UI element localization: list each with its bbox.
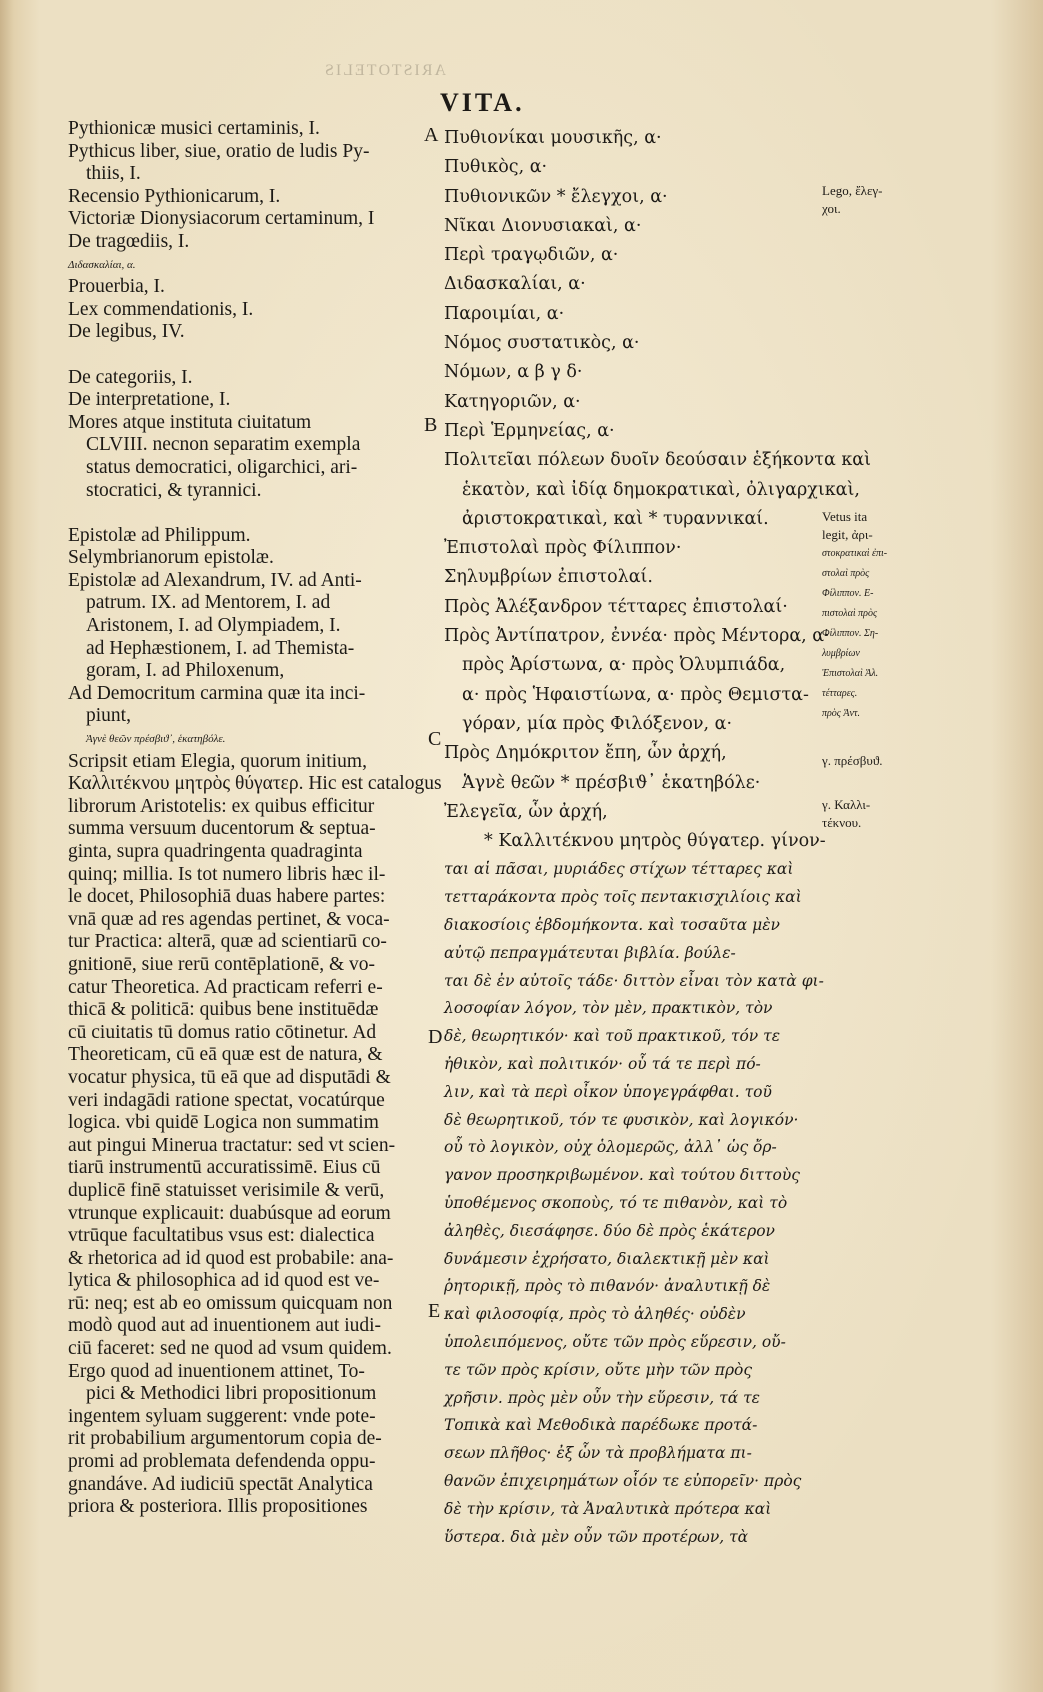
latin-text-line: Lex commendationis, I. [68, 298, 254, 320]
latin-text-line: Ergo quod ad inuentionem attinet, To- [68, 1360, 365, 1382]
margin-note-line: legit, ἀρι- [822, 527, 873, 542]
latin-text-line: ad Hephæstionem, I. ad Themista- [86, 637, 355, 659]
latin-text-line: Καλλιτέκνου μητρὸς θύγατερ. Hic est catalogus [68, 773, 442, 795]
greek-text-line: Κατηγοριῶν, α· [444, 391, 581, 412]
greek-text-line: γανον προσηκριβωμένον. καὶ τούτου διττοὺς [444, 1166, 800, 1185]
latin-text-line: Prouerbia, I. [68, 276, 165, 298]
latin-text-line: ingentem syluam suggerent: vnde pote- [68, 1405, 376, 1427]
latin-text-line: Ad Democritum carmina quæ ita inci- [68, 682, 366, 704]
greek-text-line: οὗ τὸ λογικὸν, οὐχ ὁλομερῶς, ἀλλ᾽ ὡς ὄρ- [444, 1138, 777, 1157]
greek-text-line: ἀληθὲς, διεσάφησε. δύο δὲ πρὸς ἑκάτερον [444, 1221, 775, 1240]
latin-text-line: gnitionē, siue rerū contēplationē, & vo- [68, 953, 376, 975]
greek-text-line: λοσοφίαν λόγον, τὸν μὲν, πρακτικὸν, τὸν [444, 999, 773, 1018]
margin-note-line: τέτταρες. [822, 688, 858, 699]
latin-text-line: thicā & politicā: quibus bene instituēdæ [68, 999, 379, 1021]
greek-text-line: δὲ, θεωρητικόν· καὶ τοῦ πρακτικοῦ, τόν τε [444, 1027, 781, 1046]
latin-text-line: duplicē finē statuisset verisimile & verū, [68, 1179, 385, 1201]
margin-note-line: Ἐπιστολαὶ Ἀλ. [822, 668, 879, 679]
margin-note-line: Vetus ita [822, 509, 868, 524]
latin-text-line: priora & posteriora. Illis propositiones [68, 1496, 368, 1518]
section-marker-e: E [428, 1300, 441, 1322]
latin-text-line: Ἁγνὲ θεῶν πρέσβιϑ᾽, ἑκατηβόλε. [86, 733, 226, 746]
margin-note-line: στολαὶ πρὸς [822, 568, 870, 579]
latin-text-line: stocratici, & tyrannici. [86, 479, 262, 501]
greek-text-line: Σηλυμβρίων ἐπιστολαί. [444, 567, 653, 588]
greek-text-line: λιν, καὶ τὰ περὶ οἶκον ὑπογεγράφθαι. τοῦ [444, 1082, 772, 1101]
latin-text-line: De tragœdiis, I. [68, 230, 190, 252]
margin-note-line: λυμβρίων [822, 648, 860, 659]
margin-note-line: τέκνου. [822, 815, 862, 830]
greek-text-line: τετταράκοντα πρὸς τοῖς πεντακισχιλίοις καὶ [444, 888, 802, 907]
greek-text-line: ὑποθέμενος σκοποὺς, τό τε πιθανὸν, καὶ τὸ [444, 1193, 788, 1212]
greek-text-line: χρῆσιν. πρὸς μὲν οὖν τὴν εὕρεσιν, τά τε [444, 1388, 760, 1407]
greek-text-line: ὑπολειπόμενος, οὔτε τῶν πρὸς εὕρεσιν, οὔ- [444, 1332, 786, 1351]
latin-text-line: ciū faceret: sed ne quod ad vsum quidem. [68, 1338, 392, 1360]
greek-text-line: * Καλλιτέκνου μητρὸς θύγατερ. γίνον- [484, 831, 826, 852]
latin-text-line: aut pingui Minerua tractatur: sed vt scien- [68, 1134, 396, 1156]
latin-text-line: librorum Aristotelis: ex quibus efficitur [68, 795, 375, 817]
greek-text-line: αὐτῷ πεπραγμάτευται βιβλία. βούλε- [444, 943, 736, 962]
latin-text-line: Scripsit etiam Elegia, quorum initium, [68, 750, 367, 772]
greek-text-line: γόραν, μία πρὸς Φιλόξενον, α· [462, 713, 733, 734]
margin-note-line: πρὸς Ἀντ. [822, 708, 860, 719]
latin-text-line: Pythionicæ musici certaminis, I. [68, 118, 320, 139]
margin-note-line: πιστολαὶ πρὸς [822, 608, 878, 619]
greek-text-line: Πυθιονίκαι μουσικῆς, α· [444, 128, 662, 148]
latin-text-line: De categoriis, I. [68, 366, 193, 388]
greek-text-line: καὶ φιλοσοφίᾳ, πρὸς τὸ ἀληθές· οὐδὲν [444, 1305, 746, 1324]
latin-text-line: summa versuum ducentorum & septua- [68, 818, 376, 840]
margin-note-line: χοι. [822, 201, 841, 216]
latin-text-line: & rhetorica ad id quod est probabile: ana- [68, 1247, 394, 1269]
latin-text-line: De interpretatione, I. [68, 389, 231, 411]
greek-text-line: Πολιτεῖαι πόλεων δυοῖν δεούσαιν ἑξήκοντα καὶ [444, 450, 871, 471]
latin-text-line: De legibus, IV. [68, 321, 185, 343]
greek-text-line: δυνάμεσιν ἐχρήσατο, διαλεκτικῇ μὲν καὶ [444, 1249, 770, 1268]
greek-text-line: Πυθιονικῶν * ἔλεγχοι, α· [444, 186, 668, 207]
latin-text-line: tur Practica: alterā, quæ ad scientiarū co- [68, 931, 387, 953]
latin-text-line: lytica & philosophica ad id quod est ve- [68, 1270, 380, 1292]
section-marker-d: D [428, 1026, 443, 1048]
margin-note-line: στοκρατικαὶ ἐπι- [822, 548, 888, 559]
greek-text-line: δὲ τὴν κρίσιν, τὰ Ἀναλυτικὰ πρότερα καὶ [444, 1499, 772, 1518]
margin-note [822, 796, 922, 832]
latin-text-line: status democratici, oligarchici, ari- [86, 456, 358, 478]
latin-text-line: goram, I. ad Philoxenum, [86, 660, 285, 682]
greek-text-line: Τοπικὰ καὶ Μεθοδικὰ παρέδωκε προτά- [444, 1416, 758, 1435]
latin-text-line: pici & Methodici libri propositionum [86, 1383, 377, 1405]
latin-text-line: le docet, Philosophiā duas habere partes: [68, 886, 386, 908]
greek-text-line: Ἐλεγεῖα, ὧν ἀρχή, [444, 801, 608, 822]
greek-text-line: Παροιμίαι, α· [444, 303, 565, 324]
latin-text-line: Theoreticam, cū eā quæ est de natura, & [68, 1044, 383, 1066]
latin-column [68, 118, 442, 1519]
greek-text-line: Νόμων, α β γ δ· [444, 362, 583, 383]
latin-text-line: Victoriæ Dionysiacorum certaminum, I [68, 208, 375, 230]
bleed-through-text: ARISTOTELIS [322, 62, 446, 79]
latin-text-line: tiarū instrumentū accuratissimē. Eius cū [68, 1157, 381, 1179]
greek-text-line: Πρὸς Ἀλέξανδρον τέτταρες ἐπιστολαί· [444, 596, 788, 617]
greek-text-line: τε τῶν πρὸς κρίσιν, οὔτε μὴν τῶν πρὸς [444, 1360, 753, 1379]
greek-text-line: Περὶ Ἑρμηνείας, α· [444, 420, 615, 441]
greek-text-line: Νῖκαι Διονυσιακαὶ, α· [444, 215, 642, 236]
section-marker-a: A [424, 124, 439, 146]
greek-text-line: Περὶ τραγῳδιῶν, α· [444, 245, 619, 266]
latin-text-line: gnandáve. Ad iudiciū spectāt Analytica [68, 1473, 373, 1495]
latin-text-line: Mores atque instituta ciuitatum [68, 411, 312, 433]
greek-text-line: Ἐπιστολαὶ πρὸς Φίλιππον· [444, 538, 682, 559]
latin-text-line: quinq; millia. Is tot numero libris hæc il- [68, 863, 386, 885]
latin-text-line: rū: neq; est ab eo omissum quicquam non [68, 1292, 393, 1314]
latin-text-line: Epistolæ ad Philippum. [68, 524, 251, 546]
greek-text-line: α· πρὸς Ἡφαιστίωνα, α· πρὸς Θεμιστα- [462, 684, 809, 705]
latin-text-line: rit probabilium argumentorum copia de- [68, 1428, 382, 1450]
section-marker-c: C [428, 728, 442, 750]
greek-text-line: πρὸς Ἀρίστωνα, α· πρὸς Ὀλυμπιάδα, [462, 655, 786, 676]
latin-text-line: patrum. IX. ad Mentorem, I. ad [86, 592, 331, 614]
greek-text-line: ἀριστοκρατικαὶ, καὶ * τυραννικαί. [462, 508, 769, 529]
latin-text-line: Epistolæ ad Alexandrum, IV. ad Anti- [68, 569, 362, 591]
latin-text-line [68, 344, 420, 367]
latin-text-line: logica. vbi quidē Logica non summatim [68, 1112, 379, 1134]
latin-text-line: veri indagādi ratione spectat, vocatúrque [68, 1089, 385, 1111]
latin-text-line: Recensio Pythionicarum, I. [68, 185, 281, 207]
latin-text-line: vtrūque facultatibus vsus est: dialectica [68, 1225, 375, 1247]
greek-text-line: Πρὸς Δημόκριτον ἔπη, ὧν ἀρχή, [444, 743, 727, 764]
latin-text-line: Διδασκαλίαι, α. [68, 258, 136, 271]
latin-text-line: vocatur physica, tū eā que ad disputādi & [68, 1066, 391, 1088]
greek-text-line: σεων πλῆθος· ἐξ ὧν τὰ προβλήματα πι- [444, 1444, 752, 1463]
section-marker-b: B [424, 414, 438, 436]
greek-text-line: θανῶν ἐπιχειρημάτων οἷόν τε εὐπορεῖν· πρὸς [444, 1471, 802, 1490]
greek-text-line: διακοσίοις ἑβδομήκοντα. καὶ τοσαῦτα μὲν [444, 916, 780, 935]
margin-note-line: Φίλιππον. Ση- [822, 628, 879, 639]
latin-text-line: Selymbrianorum epistolæ. [68, 547, 274, 569]
margin-note-line: Lego, ἔλεγ- [822, 183, 883, 198]
margin-note-line: γ. Καλλι- [822, 797, 871, 812]
latin-text-line: piunt, [86, 705, 131, 727]
greek-text-line: ἑκατὸν, καὶ ἰδίᾳ δημοκρατικαὶ, ὀλιγαρχικαὶ, [462, 479, 860, 500]
latin-text-line: ginta, supra quadringenta quadraginta [68, 841, 363, 862]
latin-text-line: CLVIII. necnon separatim exempla [86, 434, 361, 456]
greek-text-line: Πρὸς Ἀντίπατρον, ἐννέα· πρὸς Μέντορα, α· [444, 626, 830, 647]
page-title: VITA. [440, 88, 525, 117]
greek-text-line: ἠθικὸν, καὶ πολιτικόν· οὗ τά τε περὶ πό- [444, 1055, 761, 1073]
greek-text-line: Νόμος συστατικὸς, α· [444, 333, 640, 354]
greek-text-line: ῥητορικῇ, πρὸς τὸ πιθανόν· ἀναλυτικῇ δὲ [444, 1277, 771, 1296]
greek-text-line: ται δὲ ἐν αὐτοῖς τάδε· διττὸν εἶναι τὸν κατὰ φι- [444, 971, 824, 990]
greek-text-line: ται αἱ πᾶσαι, μυριάδες στίχων τέτταρες καὶ [444, 860, 794, 879]
latin-text-line: Pythicus liber, siue, oratio de ludis Py- [68, 140, 370, 162]
greek-text-line: ὕστερα. διὰ μὲν οὖν τῶν προτέρων, τὰ [444, 1527, 749, 1546]
latin-text-line: vnā quæ ad res agendas pertinet, & voca- [68, 908, 390, 930]
latin-text-line: modò quod aut ad inuentionem aut iudi- [68, 1315, 382, 1337]
latin-text-line [68, 502, 420, 525]
greek-text-line: Διδασκαλίαι, α· [444, 274, 586, 295]
latin-text-line: vtrunque explicauit: duabúsque ad eorum [68, 1202, 391, 1224]
latin-text-line: Aristonem, I. ad Olympiadem, I. [86, 615, 341, 637]
greek-text-line: Πυθικὸς, α· [444, 157, 548, 178]
latin-text-line: catur Theoretica. Ad practicam referri e- [68, 976, 383, 998]
margin-note [822, 752, 922, 770]
margin-note [822, 182, 922, 218]
margin-note [822, 508, 922, 724]
latin-text-line: cū ciuitatis tū domus ratio cōtinetur. Ad [68, 1021, 377, 1043]
greek-text-line: δὲ θεωρητικοῦ, τόν τε φυσικὸν, καὶ λογικόν· [444, 1110, 799, 1129]
latin-text-line: thiis, I. [86, 163, 141, 185]
margin-note-line: Φίλιππον. Ε- [822, 588, 874, 599]
greek-text-line: Ἁγνὲ θεῶν * πρέσβιϑ᾽ ἑκατηβόλε· [462, 772, 761, 793]
margin-note-line: γ. πρέσβυϑ. [822, 753, 883, 768]
latin-text-line: promi ad problemata defendenda oppu- [68, 1451, 376, 1473]
